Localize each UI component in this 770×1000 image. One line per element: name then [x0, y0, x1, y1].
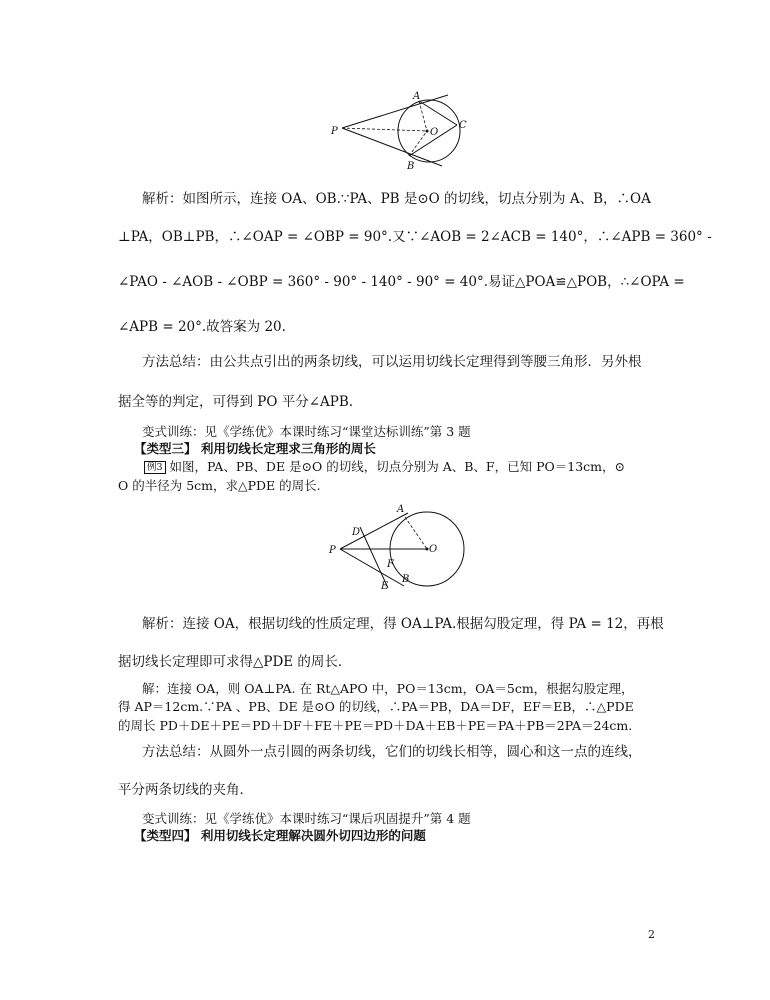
label-o: O: [429, 544, 438, 555]
type3-solution-line-3: 的周长 PD＋DE＋PE＝PD＋DF＋FE＋PE＝PD＋DA＋EB＋PE＝PA＋PB＝2PA＝24cm.: [118, 718, 633, 733]
label-p: P: [329, 545, 336, 556]
figure-tangent-perimeter: [326, 500, 486, 590]
label-f: F: [387, 559, 394, 570]
label-a: A: [397, 504, 405, 515]
example-tag: 例3: [144, 461, 166, 474]
label-c: C: [459, 120, 467, 131]
ex2-summary-line-2: 据全等的判定，可得到 PO 平分∠APB.: [118, 394, 354, 410]
label-e: E: [381, 581, 389, 592]
page-number: 2: [648, 928, 655, 941]
type3-analysis-line-1: 解析：连接 OA，根据切线的性质定理，得 OA⊥PA.根据勾股定理，得 PA = 12，再根: [142, 616, 664, 632]
type3-practice: 变式训练：见《学练优》本课时练习“课后巩固提升”第 4 题: [142, 811, 471, 826]
label-d: D: [352, 527, 361, 538]
label-a: A: [413, 91, 421, 102]
ex2-summary-line-1: 方法总结：由公共点引出的两条切线，可以运用切线长定理得到等腰三角形．另外根: [142, 354, 642, 370]
figure-tangent-triangle: [330, 92, 530, 172]
label-b: B: [407, 161, 415, 172]
type3-problem-line-2: O 的半径为 5cm，求△PDE 的周长.: [118, 478, 321, 493]
label-b: B: [402, 574, 410, 585]
type3-solution-line-2: 得 AP＝12cm.∵PA 、PB、DE 是⊙O 的切线，∴PA＝PB，DA＝DF，EF＝EB，∴△PDE: [118, 699, 634, 714]
type3-analysis-line-2: 据切线长定理即可求得△PDE 的周长．: [118, 654, 352, 670]
ex2-analysis-line-2: ⊥PA，OB⊥PB，∴∠OAP = ∠OBP = 90°.又∵∠AOB = 2∠ACB = 140°，∴∠APB = 360° -: [118, 229, 712, 245]
type3-problem-text-1: 如图，PA、PB、DE 是⊙O 的切线，切点分别为 A、B、F，已知 PO＝13cm，⊙: [169, 459, 625, 474]
ex2-analysis-line-1: 解析：如图所示，连接 OA、OB.∵PA、PB 是⊙O 的切线，切点分别为 A、B，∴OA: [142, 191, 651, 207]
type3-summary-line-2: 平分两条切线的夹角．: [118, 782, 253, 798]
label-o: O: [430, 127, 439, 138]
ex2-practice: 变式训练：见《学练优》本课时练习“课堂达标训练”第 3 题: [142, 424, 471, 439]
type3-heading: 【类型三】 利用切线长定理求三角形的周长: [134, 441, 376, 456]
type3-solution-line-1: 解：连接 OA，则 OA⊥PA. 在 Rt△APO 中，PO＝13cm，OA＝5cm，根据勾股定理，: [142, 681, 634, 696]
ex2-analysis-line-3: ∠PAO - ∠AOB - ∠OBP = 360° - 90° - 140° - 90° = 40°.易证△POA≌△POB，∴∠OPA =: [118, 274, 685, 290]
ex2-analysis-line-4: ∠APB = 20°.故答案为 20.: [118, 319, 286, 335]
type3-summary-line-1: 方法总结：从圆外一点引圆的两条切线，它们的切线长相等，圆心和这一点的连线，: [142, 744, 642, 760]
type4-heading: 【类型四】 利用切线长定理解决圆外切四边形的问题: [134, 828, 426, 843]
type3-problem-line-1: [144, 458, 625, 476]
label-p: P: [331, 126, 338, 137]
